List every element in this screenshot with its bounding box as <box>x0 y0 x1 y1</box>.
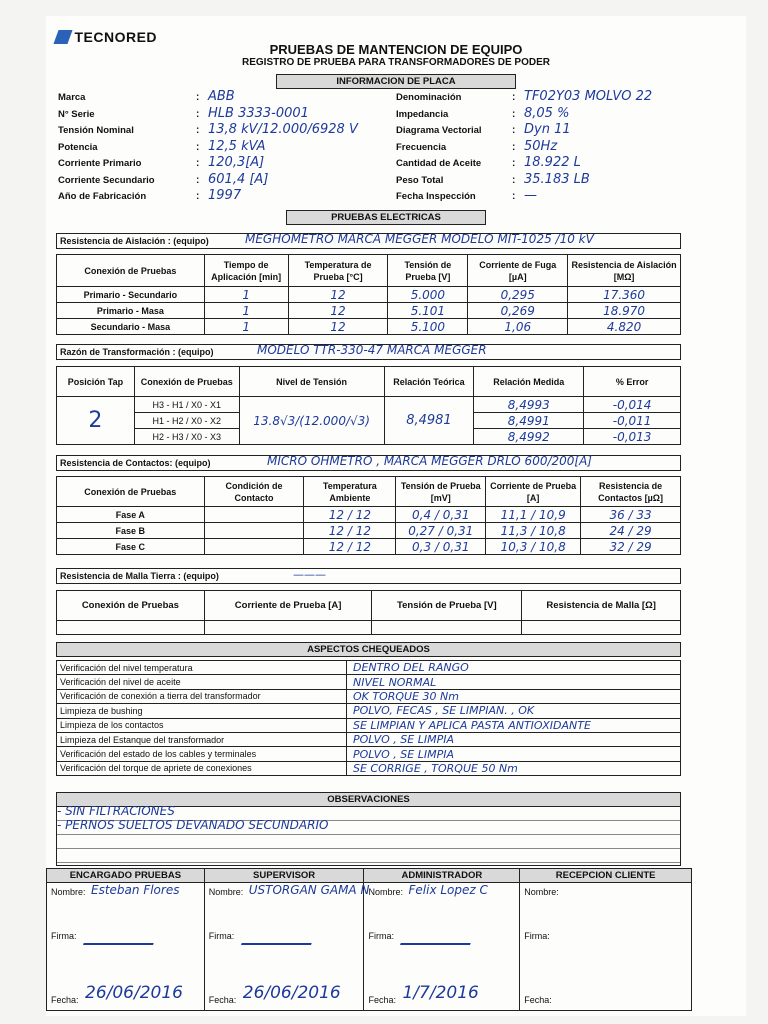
aislacion-equipo-row <box>56 233 681 249</box>
placa-section-header: INFORMACION DE PLACA <box>276 74 516 89</box>
observacion-line-2: - PERNOS SUELTOS DEVANADO SECUNDARIO <box>57 818 329 832</box>
contactos-header: Tensión de Prueba [mV] <box>396 477 486 507</box>
placa-colon: : <box>196 174 200 186</box>
table-cell: 1 <box>204 303 288 319</box>
table-row <box>57 319 681 335</box>
razon-header: % Error <box>584 367 681 397</box>
contactos-header: Condición de Contacto <box>204 477 304 507</box>
test-report-page <box>46 16 746 1016</box>
relacion-medida: 8,4992 <box>474 429 584 445</box>
placa-colon: : <box>512 141 516 153</box>
aspecto-label: Limpieza de los contactos <box>57 718 347 732</box>
placa-colon: : <box>512 174 516 186</box>
signature-header: SUPERVISOR <box>204 869 364 883</box>
razon-equipo-value: MODELO TTR-330-47 MARCA MEGGER <box>257 343 487 357</box>
placa-colon: : <box>196 141 200 153</box>
placa-label: Frecuencia <box>396 141 447 153</box>
signature-scribble-icon <box>83 923 161 945</box>
table-row <box>57 718 681 732</box>
malla-header: Tensión de Prueba [V] <box>372 591 522 621</box>
table-cell: 0,27 / 0,31 <box>396 523 486 539</box>
table-row <box>57 523 681 539</box>
malla-header: Corriente de Prueba [A] <box>204 591 372 621</box>
malla-header: Conexión de Pruebas <box>57 591 205 621</box>
aspecto-label: Limpieza del Estanque del transformador <box>57 732 347 746</box>
table-row <box>57 675 681 689</box>
fecha-label: Fecha: <box>51 995 79 1005</box>
aspecto-value: POLVO, FECAS , SE LIMPIAN. , OK <box>347 704 681 718</box>
razon-conexion: H2 - H3 / X0 - X3 <box>134 429 239 445</box>
table-cell: 12 / 12 <box>304 507 396 523</box>
fecha-label: Fecha: <box>524 995 552 1005</box>
aislacion-header: Tensión de Prueba [V] <box>388 255 468 287</box>
signature-cell <box>204 883 370 1011</box>
table-cell <box>204 621 372 635</box>
company-logo <box>56 28 157 46</box>
razon-equipo-row <box>56 344 681 360</box>
table-row <box>57 732 681 746</box>
table-cell: 5.000 <box>388 287 468 303</box>
contactos-header: Temperatura Ambiente <box>304 477 396 507</box>
aspecto-label: Verificación del estado de los cables y terminales <box>57 747 347 761</box>
placa-value: 1997 <box>208 188 242 203</box>
row-label: Primario - Masa <box>57 303 205 319</box>
aislacion-header: Conexión de Pruebas <box>57 255 205 287</box>
placa-value: 35.183 LB <box>524 171 590 187</box>
table-row <box>57 287 681 303</box>
table-cell <box>522 621 681 635</box>
page-subtitle: REGISTRO DE PRUEBA PARA TRANSFORMADORES DE PODER <box>242 57 550 68</box>
porcentaje-error: -0,013 <box>584 429 681 445</box>
table-cell: 1 <box>204 319 288 335</box>
table-row <box>57 689 681 703</box>
aspecto-value: OK TORQUE 30 Nm <box>347 689 681 703</box>
aislacion-header: Temperatura de Prueba [°C] <box>288 255 388 287</box>
placa-value: Dyn 11 <box>524 122 571 137</box>
logo-mark-icon <box>53 30 72 44</box>
table-cell: 1,06 <box>468 319 568 335</box>
signature-cell <box>47 883 205 1011</box>
aislacion-header: Tiempo de Aplicación [min] <box>204 255 288 287</box>
fecha-value: 26/06/2016 <box>242 983 341 1003</box>
table-cell: 18.970 <box>568 303 681 319</box>
signature-header: ADMINISTRADOR <box>364 869 520 883</box>
table-row <box>57 397 681 413</box>
table-cell: 12 <box>288 287 388 303</box>
nombre-value: USTORGAN GAMA N <box>248 883 370 897</box>
page-title: PRUEBAS DE MANTENCION DE EQUIPO <box>269 42 523 57</box>
placa-label: Corriente Secundario <box>58 174 155 186</box>
aislacion-table <box>56 254 681 335</box>
razon-conexion: H3 - H1 / X0 - X1 <box>134 397 239 413</box>
table-cell <box>204 539 304 555</box>
nombre-label: Nombre: <box>368 887 403 897</box>
placa-label: Diagrama Vectorial <box>396 125 482 136</box>
contactos-header: Resistencia de Contactos [µΩ] <box>581 477 681 507</box>
placa-label: Cantidad de Aceite <box>396 158 482 169</box>
relacion-medida: 8,4993 <box>474 397 584 413</box>
nombre-value: Felix Lopez C <box>408 883 488 897</box>
table-row <box>57 747 681 761</box>
nivel-tension: 13.8√3/(12.000/√3) <box>239 397 384 445</box>
aspecto-value: NIVEL NORMAL <box>347 675 681 689</box>
signature-header: RECEPCION CLIENTE <box>520 869 692 883</box>
placa-value: 12,5 kVA <box>208 138 266 154</box>
table-cell: 24 / 29 <box>581 523 681 539</box>
aspecto-value: SE LIMPIAN Y APLICA PASTA ANTIOXIDANTE <box>347 718 681 732</box>
observaciones-box <box>56 806 681 866</box>
firma-label: Firma: <box>524 931 550 941</box>
table-cell: 4.820 <box>568 319 681 335</box>
placa-colon: : <box>512 108 516 120</box>
placa-colon: : <box>196 125 200 136</box>
firma-label: Firma: <box>208 931 235 941</box>
malla-header: Resistencia de Malla [Ω] <box>522 591 681 621</box>
malla-table <box>56 590 681 635</box>
contactos-table <box>56 476 681 555</box>
signature-cell <box>520 883 692 1011</box>
aspecto-value: DENTRO DEL RANGO <box>347 661 681 675</box>
table-row <box>57 303 681 319</box>
placa-label: Año de Fabricación <box>58 191 147 202</box>
table-cell <box>372 621 522 635</box>
placa-label: Potencia <box>58 141 98 153</box>
aspecto-label: Limpieza de bushing <box>57 704 347 718</box>
observacion-line-1: - SIN FILTRACIONES <box>57 804 175 818</box>
aspectos-section-header: ASPECTOS CHEQUEADOS <box>56 642 681 657</box>
contactos-equipo-value: MICRO OHMETRO , MARCA MEGGER DRLO 600/200[A] <box>267 454 592 468</box>
table-cell: 17.360 <box>568 287 681 303</box>
table-cell: 0,4 / 0,31 <box>396 507 486 523</box>
table-cell: 11,1 / 10,9 <box>486 507 581 523</box>
aspecto-label: Verificación del torque de apriete de conexiones <box>57 761 347 775</box>
table-cell <box>57 621 205 635</box>
relacion-medida: 8,4991 <box>474 413 584 429</box>
placa-value: 8,05 % <box>524 105 570 121</box>
firma-label: Firma: <box>368 931 394 941</box>
placa-label: Corriente Primario <box>58 158 142 169</box>
razon-label: Razón de Transformación : (equipo) <box>60 347 214 357</box>
placa-label: Tensión Nominal <box>58 125 134 136</box>
fecha-value: 1/7/2016 <box>402 983 479 1003</box>
aspecto-label: Verificación de conexión a tierra del transformador <box>57 689 347 703</box>
aspecto-value: POLVO , SE LIMPIA <box>347 747 681 761</box>
placa-value: 50Hz <box>524 138 558 154</box>
placa-colon: : <box>196 92 200 103</box>
placa-label: N° Serie <box>58 108 95 120</box>
table-cell: 12 <box>288 303 388 319</box>
placa-value: TF02Y03 MOLVO 22 <box>524 89 653 104</box>
aspecto-value: SE CORRIGE , TORQUE 50 Nm <box>347 761 681 775</box>
placa-value: 18.922 L <box>524 155 581 170</box>
electricas-section-header: PRUEBAS ELECTRICAS <box>286 210 486 225</box>
placa-value: 601,4 [A] <box>208 171 269 187</box>
razon-table <box>56 366 681 445</box>
table-cell: 10,3 / 10,8 <box>486 539 581 555</box>
aislacion-header: Corriente de Fuga [µA] <box>468 255 568 287</box>
contactos-header: Corriente de Prueba [A] <box>486 477 581 507</box>
signature-cell <box>364 883 520 1011</box>
contactos-equipo-row <box>56 455 681 471</box>
nombre-value: Esteban Flores <box>91 883 180 897</box>
placa-colon: : <box>512 191 516 202</box>
placa-colon: : <box>512 92 516 103</box>
fecha-value: 26/06/2016 <box>85 983 183 1003</box>
table-cell: 0,269 <box>468 303 568 319</box>
placa-value: 13,8 kV/12.000/6928 V <box>208 122 358 137</box>
malla-equipo-row <box>56 568 681 584</box>
table-cell: 12 / 12 <box>304 539 396 555</box>
table-cell <box>204 523 304 539</box>
table-row <box>57 761 681 775</box>
signature-scribble-icon <box>241 923 319 945</box>
razon-header: Relación Teórica <box>384 367 474 397</box>
placa-label: Denominación <box>396 92 462 103</box>
placa-colon: : <box>512 125 516 136</box>
observaciones-section-header: OBSERVACIONES <box>56 792 681 807</box>
placa-value: — <box>524 188 537 203</box>
placa-label: Peso Total <box>396 174 444 186</box>
table-row <box>57 539 681 555</box>
aspectos-table <box>56 660 681 776</box>
razon-header: Posición Tap <box>57 367 135 397</box>
contactos-label: Resistencia de Contactos: (equipo) <box>60 458 211 468</box>
razon-conexion: H1 - H2 / X0 - X2 <box>134 413 239 429</box>
placa-value: HLB 3333-0001 <box>208 105 309 121</box>
table-row <box>57 704 681 718</box>
table-cell: 12 <box>288 319 388 335</box>
table-cell: 32 / 29 <box>581 539 681 555</box>
nombre-label: Nombre: <box>51 887 86 897</box>
table-cell <box>204 507 304 523</box>
porcentaje-error: -0,014 <box>584 397 681 413</box>
tap-position: 2 <box>57 397 135 445</box>
placa-label: Impedancia <box>396 108 449 120</box>
table-row <box>57 507 681 523</box>
table-cell: 12 / 12 <box>304 523 396 539</box>
aislacion-header: Resistencia de Aislación [MΩ] <box>568 255 681 287</box>
fecha-label: Fecha: <box>368 995 396 1005</box>
table-cell: 36 / 33 <box>581 507 681 523</box>
table-row <box>57 661 681 675</box>
row-label: Secundario - Masa <box>57 319 205 335</box>
firma-label: Firma: <box>51 931 77 941</box>
row-label: Fase C <box>57 539 205 555</box>
placa-colon: : <box>196 158 200 169</box>
fecha-label: Fecha: <box>208 995 237 1005</box>
porcentaje-error: -0,011 <box>584 413 681 429</box>
table-cell: 0,295 <box>468 287 568 303</box>
table-row <box>57 621 681 635</box>
malla-label: Resistencia de Malla Tierra : (equipo) <box>60 571 219 581</box>
table-cell: 11,3 / 10,8 <box>486 523 581 539</box>
signature-scribble-icon <box>556 923 564 945</box>
placa-colon: : <box>512 158 516 169</box>
placa-value: ABB <box>208 89 235 104</box>
nombre-label: Nombre: <box>524 887 559 897</box>
aspecto-label: Verificación del nivel de aceite <box>57 675 347 689</box>
table-cell: 5.100 <box>388 319 468 335</box>
placa-colon: : <box>196 191 200 202</box>
signature-scribble-icon <box>400 923 478 945</box>
razon-header: Conexión de Pruebas <box>134 367 239 397</box>
malla-equipo-value: ——— <box>293 568 326 581</box>
table-cell: 1 <box>204 287 288 303</box>
razon-header: Relación Medida <box>474 367 584 397</box>
nombre-label: Nombre: <box>208 887 244 897</box>
signatures-table <box>46 868 692 1011</box>
relacion-teorica: 8,4981 <box>384 397 474 445</box>
aislacion-equipo-value: MEGHOMETRO MARCA MEGGER MODELO MIT-1025 /10 kV <box>245 232 594 246</box>
razon-header: Nivel de Tensión <box>239 367 384 397</box>
aislacion-label: Resistencia de Aislación : (equipo) <box>60 236 209 246</box>
signature-header: ENCARGADO PRUEBAS <box>47 869 205 883</box>
row-label: Fase A <box>57 507 205 523</box>
table-cell: 0,3 / 0,31 <box>396 539 486 555</box>
aspecto-value: POLVO , SE LIMPIA <box>347 732 681 746</box>
contactos-header: Conexión de Pruebas <box>57 477 205 507</box>
placa-label: Fecha Inspección <box>396 191 476 202</box>
aspecto-label: Verificación del nivel temperatura <box>57 661 347 675</box>
placa-label: Marca <box>58 92 86 103</box>
row-label: Fase B <box>57 523 205 539</box>
table-cell: 5.101 <box>388 303 468 319</box>
placa-value: 120,3[A] <box>208 155 265 170</box>
row-label: Primario - Secundario <box>57 287 205 303</box>
placa-colon: : <box>196 108 200 120</box>
logo-text: TECNORED <box>74 28 158 45</box>
